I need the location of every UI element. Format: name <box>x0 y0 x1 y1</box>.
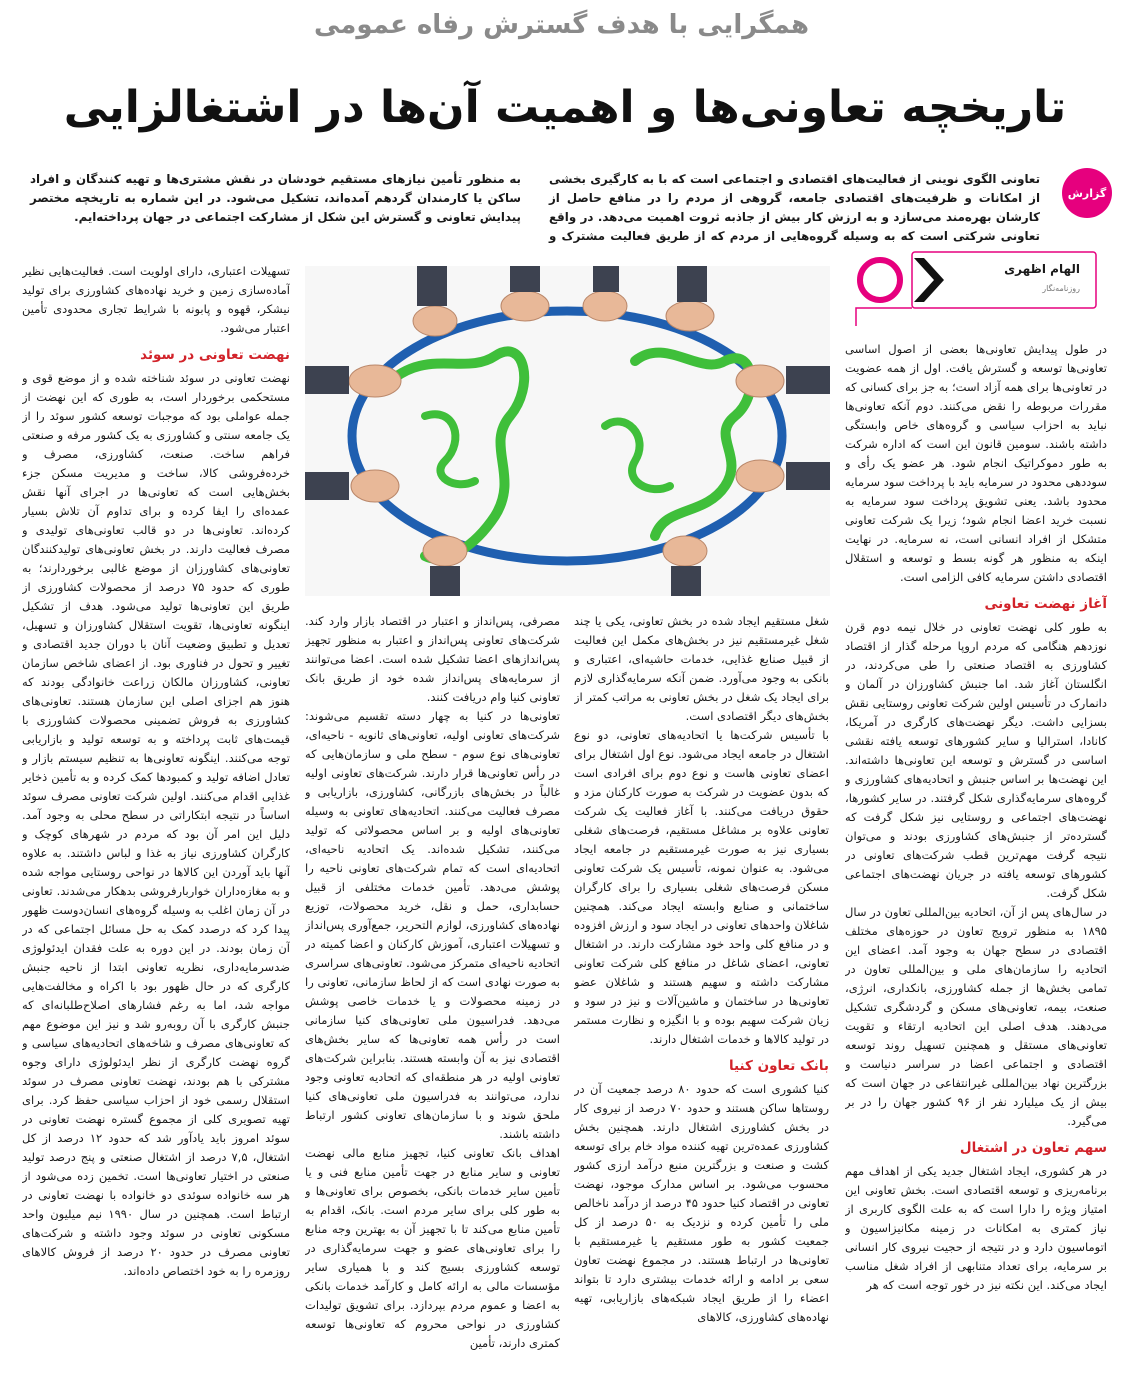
column-1 <box>845 340 1107 1380</box>
column-4 <box>22 262 290 1382</box>
paragraph: نهضت تعاونی در سوئد شناخته شده و از موضع قوی و مستحکمی برخوردار است، به طوری که این نهضت از جمله عواملی بود که موجبات توسعه کشور سوئد را از یک جامعه سنتی و کشاورزی به یک کشور مرفه و صنعتی فراهم ساخت. صنعت، کشاورزی، مصرف و خرده‌فروشی کالا، ساخت و مدیریت مسکن جزء بخش‌هایی است که تعاونی‌ها در اجرای آنها نقش عمده‌ای را ایفا کرده و برای تداوم آن تلاش بسیار کرده‌اند. تعاونی‌ها در دو قالب تعاونی‌های تولیدی و مصرف فعالیت دارند. در بخش تعاونی‌های تولیدکنندگان تعاونی‌های کشاورزان از موضع غالبی برخوردارند؛ به طوری که حدود ۷۵ درصد از محصولات کشاورزی از طریق این تعاونی‌ها تولید می‌شود. هدف از تشکیل اینگونه تعاونی‌ها، تقویت استقلال کشاورزان و تسهیل، تعدیل و تطبیق وضعیت آنان با دوران جدید اقتصادی و تغییر و تحول در فناوری بود. از اعضای شاخص سازمان تعاونی، کشاورزان مالکان زراعت خانوادگی بودند که هنوز هم اجزای اصلی این سازمان هستند. تعاونی‌های کشاورزی به فروش تضمینی محصولات کشاورزی با قیمت‌های ثابت پرداخته و به توسعه تولید و بازاریابی توجه می‌کنند. اینگونه تعاونی‌ها به تنظیم سیستم بازار و تعادل اضافه تولید و کمبودها کمک کرده و به تأمین ذخایر غذایی اقدام می‌کنند. اولین شرکت تعاونی مصرف سوئد اساساً در نتیجه ابتکاراتی در سطح محلی به وجود آمد. دلیل این امر آن بود که مردم در شهرهای کوچک و کارگران کشاورزی نیاز به غذا و لباس داشتند. به علاوه آنها باید آوردن این کالاها در نواحی روستایی مواجه شده و به مغازه‌داران خواربارفروشی بدهکار می‌شدند. تعاونی در آن زمان اغلب به وسیله گروه‌های انسان‌دوست ظهور پیدا کرد که درصدد کمک به حل مسائل اجتماعی که در آن زمان بودند. در این دوره به علت فقدان ایدئولوژی ضدسرمایه‌داری، نظریه تعاونی ابتدا از ناحیه جنبش کارگری که در حال ظهور بود با اکراه و مخالفت‌هایی مواجه شد، اما به رغم فشارهای اصلاح‌طلبانه‌ای که جنبش کارگری با آن روبه‌رو شد و نیز این موضوع مهم که تعاونی‌های مصرف و شاخه‌های اتحادیه‌های سیاسی و گروه نهضت کارگری از نظر ایدئولوژی دارای وجوه مشترکی با هم بودند، نهضت تعاونی مصرف در سوئد استقلال رسمی خود از احزاب سیاسی حفظ کرد. برای تهیه تصویری کلی از مجموع گستره نهضت تعاونی در سوئد امروز باید یادآور شد که حدود ۱۲ درصد از کل اشتغال، ۷,۵ درصد از اشتغال صنعتی و پنج درصد تولید صنعتی در اختیار تعاونی‌ها است. تخمین زده می‌شود از هر سه خانواده سوئدی دو خانواده با نهضت تعاونی در ارتباط است. همچنین در سال ۱۹۹۰ نیم میلیون واحد مسکونی تعاونی در سوئد وجود داشته و شرکت‌های تعاونی مصرف در حدود ۲۰ درصد از فروش کالاهای روزمره را به خود اختصاص داده‌اند. <box>22 371 290 1278</box>
column-3 <box>305 612 560 1382</box>
feature-photo <box>305 266 830 596</box>
author-role: روزنامه‌نگار <box>1042 284 1080 293</box>
paragraph: کنیا کشوری است که حدود ۸۰ درصد جمعیت آن در روستاها ساکن هستند و حدود ۷۰ درصد از نیروی کار در بخش کشاورزی اشتغال دارند. همچنین بخش کشاورزی عمده‌ترین تهیه کننده مواد خام برای توسعه کشت و صنعت و بزرگترین منبع درآمد ارزی کشور محسوب می‌شود. بر اساس مدارک موجود، نهضت تعاونی در اقتصاد کنیا حدود ۴۵ درصد از درآمد ناخالص ملی را تأمین کرده و نزدیک به ۵۰ درصد از کل جمعیت کشور به طور مستقیم یا غیرمستقیم با تعاونی‌ها در ارتباط هستند. در مجموع نهضت تعاون سعی بر ادامه و ارائه خدمات بیشتری دارد تا بتواند اعضاء را از طریق ایجاد شبکه‌های بازاریابی، تهیه نهاده‌های کشاورزی، کالاهای <box>574 1082 829 1324</box>
paragraph: اهداف بانک تعاونی کنیا، تجهیز منابع مالی نهضت تعاونی و سایر منابع در جهت تأمین منابع فنی و یا تأمین سایر خدمات بانکی، بخصوص برای تعاونی‌ها و به طور کلی برای سایر مردم است. بانک، اقدام به تأمین منابع می‌کند تا با تجهیز آن به بهترین وجه منابع را برای تعاونی‌های عضو و جهت سرمایه‌گذاری در توسعه کشاورزی بسیج کند و با همیاری سایر مؤسسات مالی به ارائه کامل و کارآمد خدمات بانکی به اعضا و عموم مردم بپردازد. برای تشویق تولیدات کشاورزی در نواحی محروم که تعاونی‌ها توسعه کمتری دارند، تأمین <box>305 1146 560 1350</box>
hands-globe-icon <box>305 266 830 596</box>
report-badge-label: گزارش <box>1067 186 1107 200</box>
section-heading: بانک تعاون کنیا <box>728 1058 829 1074</box>
column-2 <box>574 612 829 1382</box>
paragraph: تسهیلات اعتباری، دارای اولویت است. فعالیت‌هایی نظیر آماده‌سازی زمین و خرید نهاده‌های کشاورزی برای تولید نیشکر، قهوه و پابونه با شرایط تجاری محدودی تأمین اعتبار می‌شود. <box>22 264 290 335</box>
paragraph: شغل مستقیم ایجاد شده در بخش تعاونی، یکی یا چند شغل غیرمستقیم نیز در بخش‌های مکمل این فعالیت از قبیل صنایع غذایی، خدمات حاشیه‌ای، اعتباری و بانکی به وجود می‌آورد. ضمن آنکه سرمایه‌گذاری لازم برای ایجاد یک شغل در بخش تعاونی به مراتب کمتر از بخش‌های دیگر اقتصادی است. <box>574 614 829 723</box>
author-box <box>852 248 1100 326</box>
paragraph: در طول پیدایش تعاونی‌ها بعضی از اصول اساسی تعاونی‌ها توسعه و گسترش یافت. اول از همه عضویت در تعاونی‌ها برای همه آزاد است؛ به جز برای کسانی که مقررات مربوطه را نقض می‌کنند. دوم آنکه تعاونی‌ها نباید به احزاب سیاسی و گروه‌های خاص وابستگی داشته باشند. سومین قانون این است که اداره شرکت به طور دموکراتیک انجام شود. هر عضو یک رأی و سوددهی محدود در سرمایه باید با پرداخت سود سرمایه محدود باشد. یعنی تشویق پرداخت سود سرمایه به نسبت خرید اعضا انجام شود؛ زیرا یک شرکت تعاونی متشکل از افراد انسانی است، نه سرمایه. در نهایت اینکه به منظور هر گونه بسط و توسعه و استقلال اقتصادی داشتن سرمایه کافی الزامی است. <box>845 342 1107 584</box>
paragraph: در هر کشوری، ایجاد اشتغال جدید یکی از اهداف مهم برنامه‌ریزی و توسعه اقتصادی است. بخش تعاونی این امتیاز ویژه را دارا است که به علت الگوی کاربری از نیاز کمتری به امکانات در زمینه مکانیزاسیون و اتوماسیون دارد و در نتیجه از حجیت نیروی کار انسانی بر سرمایه، برای تعداد متنابهی از افراد شغل مناسب ایجاد می‌کند. این نکته نیز در خور توجه است که هر <box>845 1164 1107 1292</box>
paragraph: تعاونی‌ها در کنیا به چهار دسته تقسیم می‌شوند: شرکت‌های تعاونی اولیه، تعاونی‌های ثانویه - ناحیه‌ای، تعاونی‌های نوع سوم - سطح ملی و سازمان‌هایی که در رأس تعاونی‌ها قرار دارند. شرکت‌های تعاونی اولیه غالباً در بخش‌های بازرگانی، کشاورزی، بازاریابی و مصرف فعالیت می‌کنند. اتحادیه‌های تعاونی به وسیله تعاونی‌های اولیه و بر اساس محصولاتی که تولید می‌کنند، تشکیل شده‌اند. یک اتحادیه ناحیه‌ای، اتحادیه‌ای است که تمام شرکت‌های تعاونی ناحیه را پوشش می‌دهد. تأمین خدمات مختلفی از قبیل حسابداری، حمل و نقل، خرید محصولات، توزیع نهاده‌های کشاورزی، لوازم التحریر، جمع‌آوری پس‌انداز و تسهیلات اعتباری، آموزش کارکنان و اعضا کمیته در اتحادیه ناحیه‌ای متمرکز می‌شود. تعاونی‌های سراسری به صورت نهادی است که از لحاظ سازمانی، تعاونی را در زمینه محصولات و یا خدمات خاصی پوشش می‌دهد. فدراسیون ملی تعاونی‌های کنیا سازمانی است در رأس همه تعاونی‌ها که سایر بخش‌های اقتصادی نیز به آن وابسته هستند. بنابراین شرکت‌های تعاونی اولیه در هر منطقه‌ای که اتحادیه تعاونی وجود ندارد، می‌توانند به فدراسیون ملی تعاونی‌های کنیا ملحق شوند و با سازمان‌های تعاونی کشور ارتباط داشته باشند. <box>305 709 560 1141</box>
lead-paragraph: تعاونی الگوی نوینی از فعالیت‌های اقتصادی و اجتماعی است که با به کارگیری بخشی از امکانات و ظرفیت‌های اقتصادی جامعه، گروهی از مردم را در منافع حاصل از کارشان بهره‌مند می‌سازد و به ارزش کار بیش از جاذبه ثروت اهمیت می‌دهد. در واقع تعاونی شرکتی است که به وسیله گروه‌هایی از مردم که از طریق فعالیت مشترک و به منظور تأمین نیازهای مستقیم خودشان در نقش مشتری‌ها و تهیه کنندگان و افراد ساکن یا کارمندان گردهم آمده‌اند، تشکیل می‌شود. در این شماره به تاریخچه مختصر پیدایش تعاونی و گسترش این شکل از مشارکت اجتماعی در جهان پرداخته‌ایم. <box>30 172 1040 243</box>
paragraph: با تأسیس شرکت‌ها یا اتحادیه‌های تعاونی، دو نوع اشتغال در جامعه ایجاد می‌شود. نوع اول اشتغال برای اعضای تعاونی هاست و نوع دوم برای افرادی است که بدون عضویت در شرکت به صورت کارکنان مزد و حقوق دریافت می‌کنند. با آغاز فعالیت یک شرکت تعاونی علاوه بر مشاغل مستقیم، فرصت‌های شغلی بسیاری نیز به صورت غیرمستقیم در جامعه ایجاد می‌شود. به عنوان نمونه، تأسیس یک شرکت تعاونی مسکن فرصت‌های شغلی بسیاری را برای کارگران ساختمانی و صنایع وابسته ایجاد می‌کند. همچنین شاغلان واحدهای تعاونی در ایجاد سود و ارزش افزوده و در منافع کلی واحد خود مشارکت دارند. در اشتغال تعاونی، اعضای شاغل در منافع کلی شرکت تعاونی مشارکت داشته و سهیم هستند و شاغلان عضو تعاونی‌ها در ساختمان و ماشین‌آلات و نیز در سود و زیان شرکت سهیم بوده و با انگیزه و نظارت مستمر در تولید کالاها و خدمات اشتغال دارند. <box>574 728 829 1046</box>
paragraph: در سال‌های پس از آن، اتحادیه بین‌المللی تعاون در سال ۱۸۹۵ به منظور ترویج تعاون در حوزه‌های مختلف اقتصادی در سطح جهان به وجود آمد. اعضای این اتحادیه را سازمان‌های ملی و بین‌المللی تعاون در تمامی بخش‌ها از جمله کشاورزی، بانکداری، انرژی، صنعت، بیمه، تعاونی‌های مسکن و گردشگری تشکیل می‌دهند. هدف اصلی این اتحادیه ارتقاء و تقویت تعاونی‌های مستقل و همچنین تسهیل روند توسعه اقتصادی و اجتماعی اعضا در سراسر دنیاست و بزرگترین نهاد بین‌المللی غیرانتفاعی در جهان است که بیش از یک میلیارد نفر از ۹۶ کشور جهان را در بر می‌گیرد. <box>845 905 1107 1128</box>
paragraph: به طور کلی نهضت تعاونی در خلال نیمه دوم قرن نوزدهم هنگامی که مردم اروپا مرحله گذار از اقتصاد کشاورزی به اقتصاد صنعتی را طی می‌کردند، در انگلستان آغاز شد. اما جنبش کشاورزان در آلمان و دانمارک در تأسیس اولین شرکت تعاونی روستایی نقش بسزایی داشت. دیگر نهضت‌های کارگری در آمریکا، کانادا، استرالیا و سایر کشورهای توسعه یافته نقشی اساسی در گسترش و توسعه این تعاونی‌ها داشته‌اند. این نهضت‌ها بر اساس جنبش و اتحادیه‌های کشاورزی و گروه‌های سرمایه‌گذاری شکل گرفتند. در سایر کشورها، نهضت‌های اجتماعی و روستایی نیز شکل گرفت که گسترده‌تر از جنبش‌های کشاورزی بودند و می‌توان نتیجه گرفت مهم‌ترین قطب شرکت‌های تعاونی در کشورهای توسعه یافته در جریان نهضت‌های اجتماعی شکل گرفت. <box>845 620 1107 900</box>
paragraph: مصرفی، پس‌انداز و اعتبار در اقتصاد بازار وارد کند. شرکت‌های تعاونی پس‌انداز و اعتبار به منظور تجهیز پس‌اندازهای اعضا تشکیل شده است. اعضا می‌توانند از سرمایه‌های پس‌انداز شده خود از طریق بانک تعاونی کنیا وام دریافت کنند. <box>305 614 560 704</box>
report-badge <box>1062 168 1112 218</box>
section-heading: سهم تعاون در اشتغال <box>959 1140 1107 1156</box>
section-heading: آغاز نهضت تعاونی <box>984 596 1107 612</box>
supertitle: همگرایی با هدف گسترش رفاه عمومی <box>313 10 809 40</box>
page-title: تاریخچه تعاونی‌ها و اهمیت آن‌ها در اشتغالزایی <box>63 82 1067 133</box>
section-heading: نهضت تعاونی در سوئد <box>140 347 290 363</box>
author-name: الهام اظهری <box>1004 262 1080 276</box>
